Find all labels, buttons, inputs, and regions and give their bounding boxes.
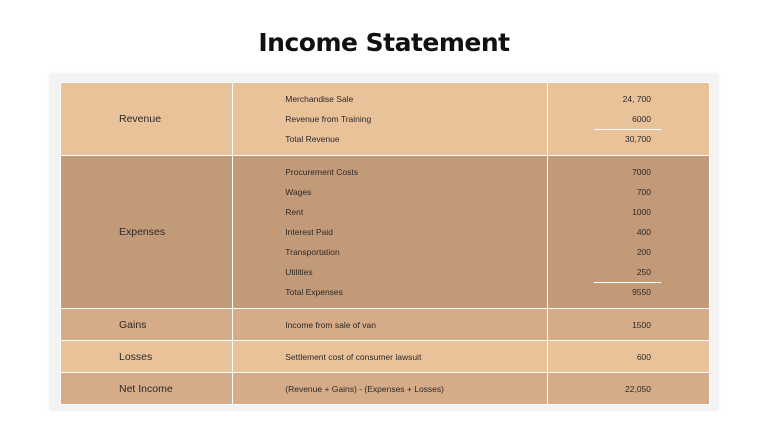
line-item-name: Merchandise Sale [285,94,354,104]
losses-description: Settlement cost of consumer lawsuit [285,351,422,362]
net-income-label: Net Income [61,373,233,405]
losses-amount-cell [547,341,709,373]
revenue-items [233,83,547,156]
total-revenue-amount: 30,700 [548,129,709,149]
gains-amount: 1500 [632,319,651,330]
line-item-amount: 250 [636,267,651,277]
net-income-amount: 22,050 [625,383,651,394]
line-item-amount: 6000 [632,114,651,124]
line-item-name: Utilities [285,267,313,277]
line-item-amount: 700 [636,187,651,197]
net-income-desc-cell [233,373,547,405]
line-item-amount: 400 [636,227,651,237]
line-item-name: Revenue from Training [285,114,372,124]
page-title: Income Statement [258,28,510,57]
line-item-amount: 1000 [632,207,651,217]
net-income-row [61,373,710,405]
line-item-name: Procurement Costs [285,167,358,177]
income-statement-table [60,82,710,405]
expenses-items [233,156,547,309]
losses-desc-cell [233,341,547,373]
net-income-description: (Revenue + Gains) - (Expenses + Losses) [285,383,444,394]
revenue-row [61,83,710,156]
losses-label: Losses [61,341,233,373]
gains-desc-cell [233,309,547,341]
losses-row [61,341,710,373]
expenses-amounts [547,156,709,309]
losses-amount: 600 [636,351,651,362]
expenses-label: Expenses [61,156,233,309]
gains-amount-cell [547,309,709,341]
revenue-label: Revenue [61,83,233,156]
gains-description: Income from sale of van [285,319,376,330]
line-item-name: Rent [285,207,304,217]
line-item-amount: 7000 [632,167,651,177]
gains-row [61,309,710,341]
line-item-name: Transportation [285,247,340,257]
total-expenses-amount: 9550 [548,282,709,302]
total-revenue-label: Total Revenue [285,134,340,144]
line-item-name: Wages [285,187,312,197]
expenses-row [61,156,710,309]
revenue-amounts [547,83,709,156]
gains-label: Gains [61,309,233,341]
line-item-amount: 24, 700 [622,94,651,104]
line-item-amount: 200 [636,247,651,257]
line-item-name: Interest Paid [285,227,333,237]
total-expenses-label: Total Expenses [285,287,343,297]
net-income-amount-cell [547,373,709,405]
